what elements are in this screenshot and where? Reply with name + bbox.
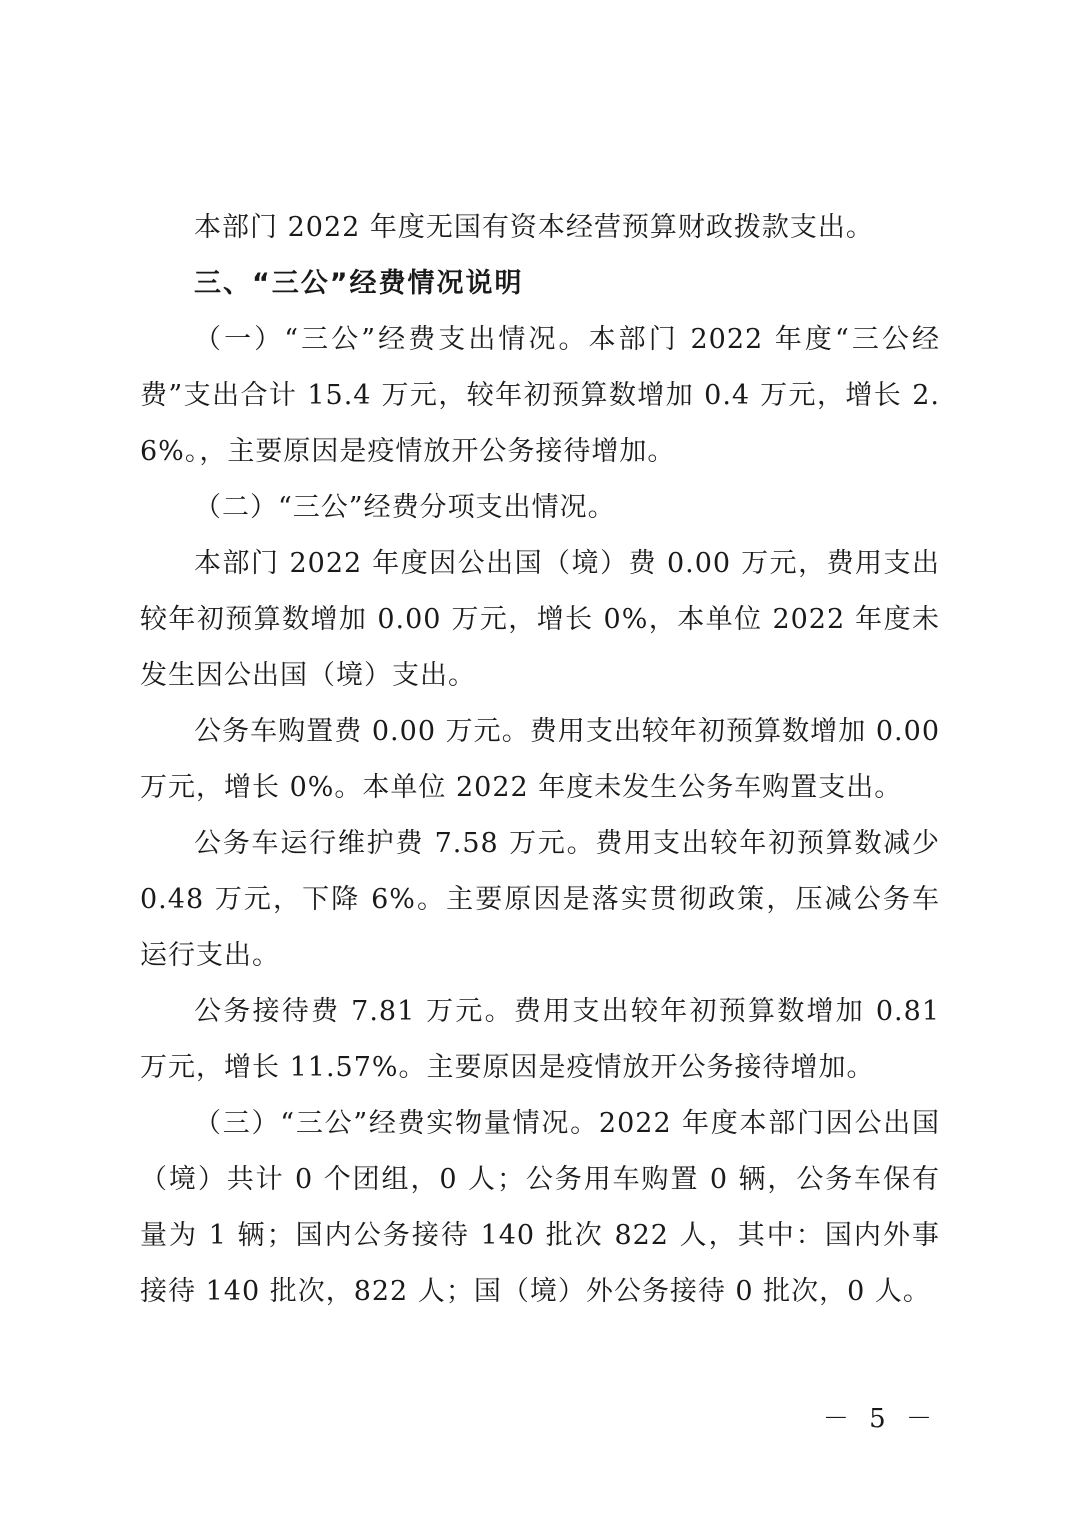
- paragraph-vehicle-maintenance: 公务车运行维护费 7.58 万元。费用支出较年初预算数减少 0.48 万元，下降 6%。主要原因是落实贯彻政策，压减公务车运行支出。: [140, 828, 940, 971]
- document-body: [140, 200, 940, 1320]
- paragraph-three-public-expenditure: （一）“三公”经费支出情况。本部门 2022 年度“三公经费”支出合计 15.4 万元，较年初预算数增加 0.4 万元，增长 2.6%。，主要原因是疫情放开公务接待增加。: [140, 324, 940, 467]
- paragraph-no-capital-budget: 本部门 2022 年度无国有资本经营预算财政拨款支出。: [194, 212, 874, 243]
- page-number: － 5 －: [822, 1404, 938, 1434]
- paragraph-official-reception: 公务接待费 7.81 万元。费用支出较年初预算数增加 0.81 万元，增长 11.57%。主要原因是疫情放开公务接待增加。: [140, 996, 940, 1083]
- paragraph-overseas-travel: 本部门 2022 年度因公出国（境）费 0.00 万元，费用支出较年初预算数增加 0.00 万元，增长 0%，本单位 2022 年度未发生因公出国（境）支出。: [140, 548, 940, 691]
- subheading-itemized-expenditure: （二）“三公”经费分项支出情况。: [194, 492, 616, 523]
- section-heading-three-public-funds: 三、“三公”经费情况说明: [194, 268, 524, 299]
- paragraph-vehicle-purchase: 公务车购置费 0.00 万元。费用支出较年初预算数增加 0.00 万元，增长 0%。本单位 2022 年度未发生公务车购置支出。: [140, 716, 940, 803]
- paragraph-physical-quantities: （三）“三公”经费实物量情况。2022 年度本部门因公出国（境）共计 0 个团组，0 人；公务用车购置 0 辆，公务车保有量为 1 辆；国内公务接待 140 批次 822 人，其中：国内外事接待 140 批次，822 人；国（境）外公务接待 0 批次，0 人。: [140, 1108, 940, 1307]
